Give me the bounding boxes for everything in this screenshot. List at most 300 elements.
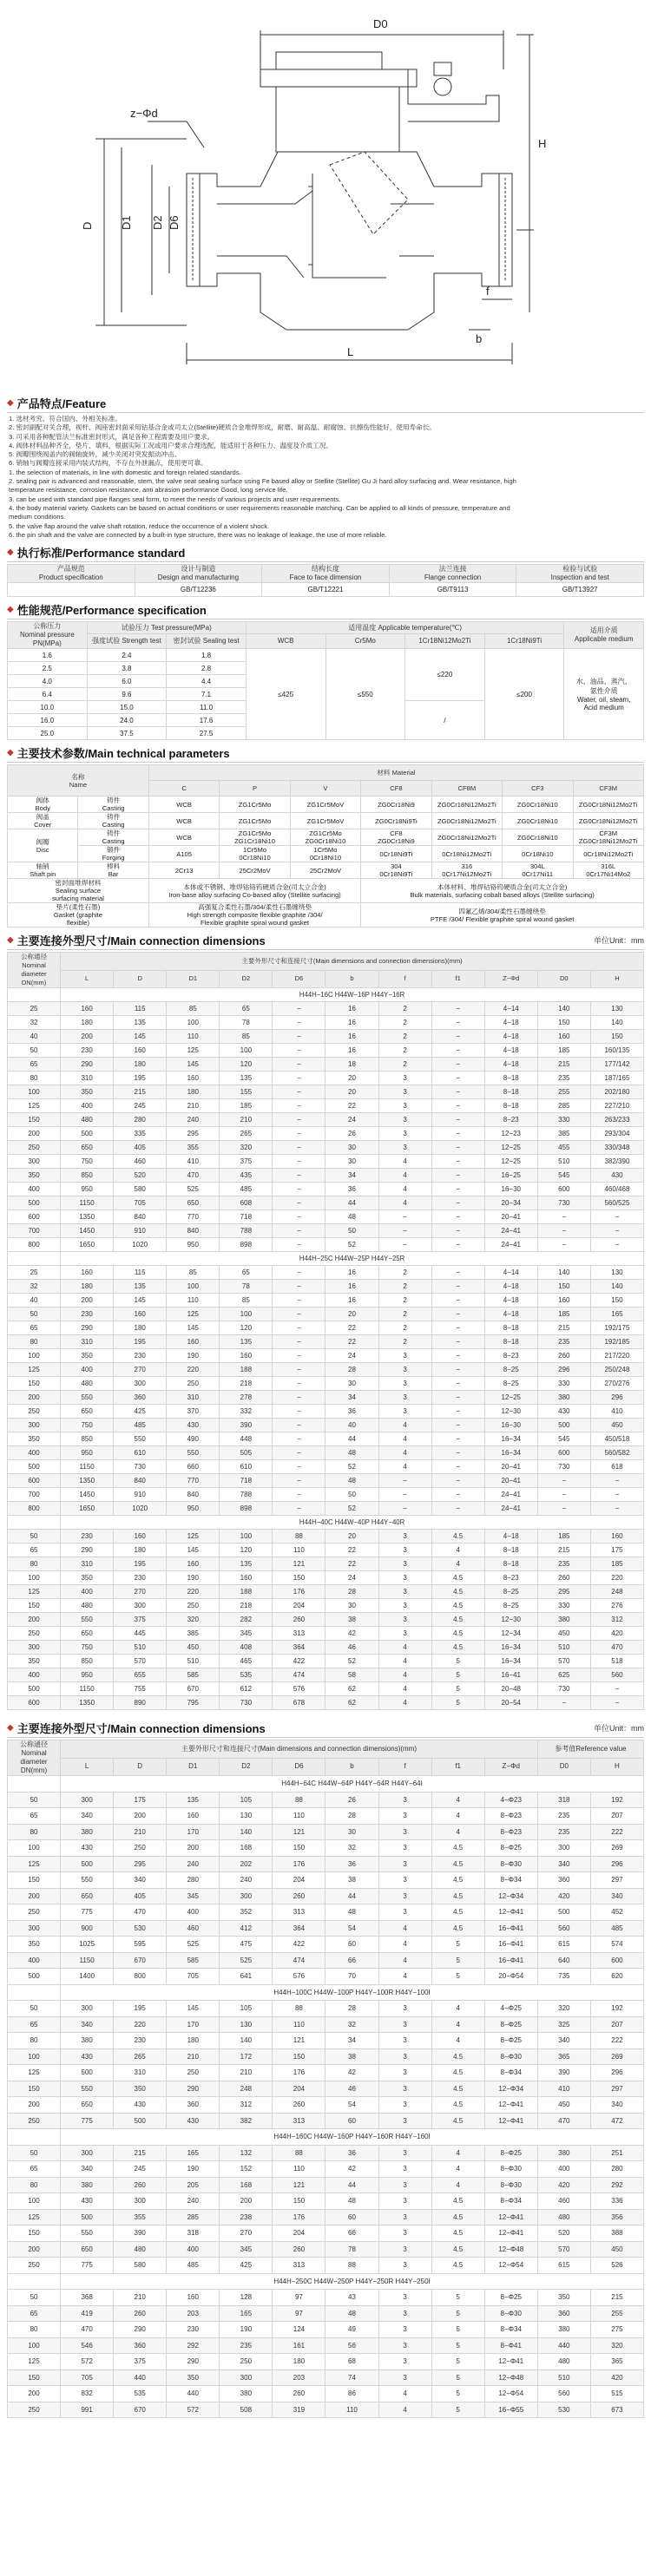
- dimension-cell: 4: [431, 1824, 484, 1840]
- dimension-row: [8, 1655, 644, 1668]
- dimension-cell: 24−41: [484, 1238, 537, 1252]
- dimension-cell: 385: [537, 1127, 590, 1141]
- performance-header-row: [8, 622, 644, 634]
- dimension-cell: 560: [590, 1668, 643, 1682]
- dimension-cell: 364: [273, 1641, 326, 1655]
- dimension-cell: 202/180: [590, 1085, 643, 1099]
- dimension-cell: 840: [167, 1488, 220, 1502]
- dimension-cell: 297: [590, 1872, 643, 1889]
- dimension-cell: 145: [114, 1294, 167, 1308]
- dimension-cell: 1150: [61, 1460, 114, 1474]
- dimension-cell: 49: [326, 2322, 378, 2338]
- temperature-mo2ti-na: /: [405, 701, 485, 740]
- material-cell: 304 0Cr18Ni9Ti: [361, 862, 431, 879]
- dimension-column-header: H: [590, 970, 643, 988]
- part-form: 铸件 Casting: [78, 813, 148, 829]
- material-cell: ZG0Cr18Ni12Mo2Ti: [431, 796, 502, 813]
- dimension-cell: 313: [273, 1627, 326, 1641]
- dimension-cell: 2: [378, 1280, 431, 1294]
- dimension-cell: 355: [114, 2209, 167, 2225]
- dimension-cell: −: [273, 1266, 326, 1280]
- dimension-cell: 3: [378, 1391, 431, 1405]
- dimension-row: [8, 2225, 644, 2242]
- material-cell: 316L 0Cr17Ni14Mo2: [573, 862, 644, 879]
- dimension-cell: 3: [378, 2209, 431, 2225]
- dimension-cell: 320: [220, 1141, 273, 1155]
- dimension-cell: 192/185: [590, 1335, 643, 1349]
- dimension-cell: 42: [326, 2065, 378, 2081]
- dimension-cell: 250: [114, 1840, 167, 1857]
- dimension-row: [8, 1840, 644, 1857]
- dimension-cell: 86: [326, 2386, 378, 2402]
- dimension-cell: 4: [378, 1641, 431, 1655]
- performance-cell: 37.5: [87, 727, 167, 740]
- dimension-cell: 20−41: [484, 1474, 537, 1488]
- dimension-cell: 210: [114, 1824, 167, 1840]
- dimension-cell: 600: [537, 1446, 590, 1460]
- dimension-cell: 705: [61, 2370, 114, 2386]
- dimension-cell: 3: [378, 2370, 431, 2386]
- dimension-cell: 570: [537, 2241, 590, 2258]
- dimension-cell: 4.5: [431, 2258, 484, 2274]
- dimension-cell: 52: [326, 1238, 378, 1252]
- dimension-cell: 572: [167, 2402, 220, 2418]
- dimension-cell: −: [273, 1349, 326, 1363]
- dimension-cell: 336: [590, 2193, 643, 2210]
- dimension-cell: 220: [167, 1363, 220, 1377]
- dimension-cell: −: [431, 1030, 484, 1044]
- dimension-row: [8, 1668, 644, 1682]
- dimension-cell: −: [273, 1224, 326, 1238]
- dimension-cell: 16−34: [484, 1446, 537, 1460]
- dimension-cell: 850: [61, 1169, 114, 1183]
- dimension-cell: 145: [167, 1544, 220, 1557]
- dimension-row: [8, 1432, 644, 1446]
- feature-line-en: 1. the selection of materials, in line with domestic and foreign related standards.: [9, 468, 241, 476]
- dimension-cell: 640: [537, 1952, 590, 1969]
- dimension-cell: 8−25: [484, 1599, 537, 1613]
- dimension-cell: 650: [167, 1196, 220, 1210]
- material-temperature-header: 1Cr18Ni12Mo2Ti: [405, 634, 485, 649]
- dimension-cell: 88: [273, 1530, 326, 1544]
- dimension-cell: 4−18: [484, 1058, 537, 1072]
- dimension-column-header: f1: [431, 970, 484, 988]
- dimension-cell: 5: [431, 2402, 484, 2418]
- dimension-row: [8, 1824, 644, 1840]
- dimension-cell: 615: [537, 2258, 590, 2274]
- feature-line-en: 6. the pin shaft and the valve are connected by a built-in type structure, there was no leakage of leakage, the use of more reliable.: [9, 530, 387, 539]
- dimension-cell: 560: [537, 2386, 590, 2402]
- dimension-cell: 295: [167, 1127, 220, 1141]
- dimension-cell: 160: [167, 1335, 220, 1349]
- dimension-cell: 230: [114, 1349, 167, 1363]
- dimension-cell: 4.5: [431, 2048, 484, 2065]
- dimension-cell: 204: [273, 1872, 326, 1889]
- dimension-cell: 425: [114, 1405, 167, 1419]
- dimension-cell: 4: [431, 2161, 484, 2178]
- dimension-cell: 775: [61, 2113, 114, 2129]
- dimension-cell: 526: [590, 2258, 643, 2274]
- dimension-cell: 8−25: [484, 1377, 537, 1391]
- dimension-cell: 3: [378, 1127, 431, 1141]
- dimension-cell: 195: [114, 1335, 167, 1349]
- sealing-test-header: 密封试验 Sealing test: [167, 634, 247, 649]
- dimension-group-header: 主要外形尺寸和连接尺寸(Main dimensions and connection dimensions)(mm): [61, 1740, 538, 1759]
- dimension-cell: 177/142: [590, 1058, 643, 1072]
- dimension-cell: 38: [326, 1872, 378, 1889]
- feature-list: [9, 415, 642, 540]
- dimension-cell: 4: [378, 1460, 431, 1474]
- dimension-cell: 312: [590, 1613, 643, 1627]
- dimension-cell: 125: [8, 1363, 61, 1377]
- dimension-cell: 8−Φ30: [484, 2305, 537, 2322]
- dimension-cell: 350: [537, 2290, 590, 2306]
- dimension-cell: 20: [326, 1308, 378, 1321]
- dimension-cell: 450: [590, 2241, 643, 2258]
- dimension-cell: 840: [167, 1224, 220, 1238]
- dimension-row: [8, 2354, 644, 2370]
- dimension-cell: 4.5: [431, 1904, 484, 1921]
- dimension-cell: 485: [114, 1419, 167, 1432]
- dimension-cell: 480: [114, 2241, 167, 2258]
- dimension-row: [8, 1224, 644, 1238]
- part-form: 棒料 Bar: [78, 862, 148, 879]
- material-cell: 0Cr18Ni12Mo2Ti: [573, 846, 644, 862]
- dimension-cell: 135: [167, 1792, 220, 1808]
- dimension-cell: 3: [378, 1377, 431, 1391]
- dimension-cell: 390: [537, 2065, 590, 2081]
- feature-line-en: 2. sealing pair is advanced and reasonable, stem, the valve seat sealing surface using Fe based alloy or Stellite (Stellite) Gu Ji hard alloy surfacing and. Wear resistance, high: [9, 477, 516, 486]
- dimension-cell: 248: [220, 2081, 273, 2097]
- dimension-cell: 3: [378, 1544, 431, 1557]
- dimension-cell: 530: [537, 2402, 590, 2418]
- dimension-cell: 4.5: [431, 1530, 484, 1544]
- dimension-column-header: D2: [220, 970, 273, 988]
- dimension-row: [8, 1072, 644, 1085]
- unit-label-1: 单位Unit：mm: [594, 936, 644, 946]
- dimension-header-row: [8, 1758, 644, 1776]
- model-subheader-row: [8, 1252, 644, 1266]
- dimension-cell: 350: [61, 1571, 114, 1585]
- dimension-row: [8, 1058, 644, 1072]
- dimension-cell: 88: [273, 2145, 326, 2161]
- dimension-cell: 20−41: [484, 1210, 537, 1224]
- part-form: 铸件 Casting: [78, 796, 148, 813]
- dimension-cell: 1650: [61, 1502, 114, 1516]
- dimension-cell: 62: [326, 1682, 378, 1696]
- dimension-cell: 230: [61, 1308, 114, 1321]
- dimension-cell: −: [431, 1460, 484, 1474]
- dimension-cell: 380: [220, 2386, 273, 2402]
- dimension-cell: 4: [378, 2402, 431, 2418]
- dimension-cell: 3: [378, 2258, 431, 2274]
- dimension-cell: 4.5: [431, 1599, 484, 1613]
- dimension-cell: 62: [326, 1696, 378, 1710]
- performance-cell: 2.4: [87, 649, 167, 662]
- label-f: f: [486, 285, 490, 298]
- dimension-cell: 25: [8, 1266, 61, 1280]
- dimension-cell: −: [537, 1502, 590, 1516]
- performance-header-row: [8, 634, 644, 649]
- dimension-cell: 4−18: [484, 1530, 537, 1544]
- dimension-cell: 12−Φ41: [484, 1904, 537, 1921]
- dimension-section-header-2: [7, 1719, 644, 1738]
- dimension-cell: 405: [114, 1141, 167, 1155]
- dimension-cell: 16−Φ41: [484, 1920, 537, 1937]
- dimension-cell: 3: [378, 2048, 431, 2065]
- dimension-row: [8, 1280, 644, 1294]
- material-temperature-header: WCB: [246, 634, 326, 649]
- dimension-cell: 125: [8, 1585, 61, 1599]
- dimension-cell: 8−Φ34: [484, 1872, 537, 1889]
- part-name: 垫片(柔性石墨) Gasket (graphite flexible): [8, 903, 149, 927]
- dimension-cell: 1025: [61, 1937, 114, 1953]
- dimension-cell: 200: [8, 2241, 61, 2258]
- dimension-cell: 750: [61, 1641, 114, 1655]
- feature-section-header: [7, 394, 644, 413]
- dimension-cell: −: [590, 1224, 643, 1238]
- dimension-cell: 510: [537, 1155, 590, 1169]
- dimension-cell: 950: [167, 1238, 220, 1252]
- dimension-cell: 38: [326, 2048, 378, 2065]
- dimension-cell: 320: [590, 2337, 643, 2354]
- dimension-cell: 295: [114, 1856, 167, 1872]
- model-subheader: H44H−100C H44W−100P H44Y−100R H44Y−100I: [61, 1984, 644, 2001]
- dimension-cell: 650: [61, 2241, 114, 2258]
- dimension-cell: 380: [61, 2033, 114, 2049]
- dimension-cell: 165: [590, 1308, 643, 1321]
- dimension-cell: 32: [326, 2016, 378, 2033]
- dimension-cell: 12−Φ41: [484, 2113, 537, 2129]
- dimension-cell: 192: [590, 2001, 643, 2017]
- dimension-cell: 615: [537, 1937, 590, 1953]
- dimension-cell: 950: [61, 1183, 114, 1196]
- dimension-cell: 4.5: [431, 2193, 484, 2210]
- dimension-cell: 20−41: [484, 1460, 537, 1474]
- dimension-cell: 160: [167, 1557, 220, 1571]
- dimension-cell: 5: [431, 2386, 484, 2402]
- dimension-cell: 460: [114, 1155, 167, 1169]
- dimension-cell: 282: [220, 1613, 273, 1627]
- dimension-cell: 296: [537, 1363, 590, 1377]
- dimension-row: [8, 1571, 644, 1585]
- section-marker-icon: ◆: [7, 935, 14, 946]
- dimension-cell: 200: [220, 2193, 273, 2210]
- dimension-cell: 235: [537, 1335, 590, 1349]
- dimension-row: [8, 1349, 644, 1363]
- dimension-cell: 16−30: [484, 1419, 537, 1432]
- material-title: 主要技术参数/Main technical parameters: [16, 747, 230, 761]
- dimension-cell: 4.5: [431, 1641, 484, 1655]
- dimension-cell: 74: [326, 2370, 378, 2386]
- dimension-cell: 175: [114, 1792, 167, 1808]
- dimension-cell: 190: [167, 1571, 220, 1585]
- dimension-row: [8, 1696, 644, 1710]
- material-cell: ZG0Cr18Ni10: [503, 796, 573, 813]
- dimension-cell: 382: [220, 2113, 273, 2129]
- dimension-cell: 290: [61, 1321, 114, 1335]
- dimension-cell: 16: [326, 1280, 378, 1294]
- dimension-cell: 260: [273, 2097, 326, 2114]
- dimension-cell: 290: [167, 2354, 220, 2370]
- dimension-cell: 270/276: [590, 1377, 643, 1391]
- dimension-cell: 16−41: [484, 1668, 537, 1682]
- dimension-cell: 3: [378, 2241, 431, 2258]
- dimension-cell: 4−18: [484, 1294, 537, 1308]
- dimension-cell: 290: [61, 1544, 114, 1557]
- dimension-cell: 85: [167, 1266, 220, 1280]
- dimension-row: [8, 1363, 644, 1377]
- dimension-cell: 97: [273, 2305, 326, 2322]
- dimension-row: [8, 2048, 644, 2065]
- dimension-cell: 420: [590, 2370, 643, 2386]
- dimension-cell: 4−18: [484, 1044, 537, 1058]
- dimension-cell: 352: [220, 1904, 273, 1921]
- material-row: [8, 903, 644, 927]
- dimension-cell: 3: [378, 1888, 431, 1904]
- dimension-cell: 16−Φ41: [484, 1937, 537, 1953]
- dimension-cell: −: [431, 1419, 484, 1432]
- dimension-cell: 510: [537, 1641, 590, 1655]
- dimension-cell: 12−23: [484, 1127, 537, 1141]
- dimension-cell: 44: [326, 2177, 378, 2193]
- dimension-cell: 470: [590, 1641, 643, 1655]
- dimension-cell: 12−30: [484, 1613, 537, 1627]
- dimension-cell: 248: [590, 1585, 643, 1599]
- dimension-cell: 420: [590, 1627, 643, 1641]
- dimension-cell: 3: [378, 1530, 431, 1544]
- dimension-cell: 365: [537, 2048, 590, 2065]
- dimension-cell: 2: [378, 1044, 431, 1058]
- dimension-cell: 650: [61, 1627, 114, 1641]
- dimension-cell: 2: [378, 1335, 431, 1349]
- performance-cell: 1.8: [167, 649, 247, 662]
- dimension-row: [8, 1016, 644, 1030]
- dimension-cell: 180: [114, 1544, 167, 1557]
- dimension-cell: 470: [167, 1169, 220, 1183]
- material-grade-header: C: [148, 781, 219, 796]
- dimension-cell: 18: [326, 1058, 378, 1072]
- dimension-cell: 850: [61, 1432, 114, 1446]
- dimension-cell: 340: [537, 2033, 590, 2049]
- dimension-cell: 310: [167, 1391, 220, 1405]
- dimension-cell: 8−Φ25: [484, 2016, 537, 2033]
- label-d1: D1: [120, 215, 133, 230]
- dimension-cell: 4−18: [484, 1280, 537, 1294]
- dimension-cell: 650: [61, 1405, 114, 1419]
- dimension-cell: 375: [114, 2354, 167, 2370]
- dimension-row: [8, 1002, 644, 1016]
- dimension-cell: 735: [537, 1969, 590, 1985]
- dimension-cell: 3: [378, 1141, 431, 1155]
- dimension-cell: 8−Φ23: [484, 1824, 537, 1840]
- dimension-cell: −: [431, 1432, 484, 1446]
- dimension-column-header: f1: [431, 1758, 484, 1776]
- dimension-cell: 280: [590, 2161, 643, 2178]
- dimension-cell: 8−Φ25: [484, 2290, 537, 2306]
- dimension-cell: 40: [8, 1294, 61, 1308]
- dimension-cell: 8−Φ34: [484, 2065, 537, 2081]
- dimension-cell: 4.5: [431, 2113, 484, 2129]
- dimension-cell: 207: [590, 2016, 643, 2033]
- dimension-cell: 16−34: [484, 1641, 537, 1655]
- dimension-cell: 200: [8, 1613, 61, 1627]
- dimension-cell: 80: [8, 1824, 61, 1840]
- dimension-cell: 2: [378, 1016, 431, 1030]
- dimension-cell: 50: [8, 1530, 61, 1544]
- dimension-cell: 65: [220, 1002, 273, 1016]
- dimension-cell: 3: [378, 2113, 431, 2129]
- dimension-cell: 250: [167, 1599, 220, 1613]
- dimension-cell: 46: [326, 1641, 378, 1655]
- dimension-cell: 269: [590, 1840, 643, 1857]
- dimension-cell: 176: [273, 1856, 326, 1872]
- dimension-cell: 480: [537, 2209, 590, 2225]
- dimension-cell: 8−Φ25: [484, 2145, 537, 2161]
- name-header: 名称 Name: [8, 765, 149, 796]
- dimension-row: [8, 1099, 644, 1113]
- dimension-cell: −: [431, 1238, 484, 1252]
- dimension-cell: 250: [8, 2113, 61, 2129]
- dimension-cell: 910: [114, 1224, 167, 1238]
- feature-line-en: 3. can be used with standard pipe flanges seal form, to meet the needs of various projects and user requirements.: [9, 495, 341, 503]
- dimension-cell: 28: [326, 1808, 378, 1825]
- dimension-cell: 670: [167, 1682, 220, 1696]
- dimension-cell: 12−Φ54: [484, 2386, 537, 2402]
- dimension-cell: 700: [8, 1224, 61, 1238]
- dimension-cell: 319: [273, 2402, 326, 2418]
- model-subheader-row: [8, 1984, 644, 2001]
- dimension-cell: 215: [114, 2145, 167, 2161]
- dimension-cell: −: [273, 1238, 326, 1252]
- dimension-cell: 475: [220, 1937, 273, 1953]
- dimension-cell: 150: [273, 1571, 326, 1585]
- dimension-cell: 250: [167, 1377, 220, 1391]
- dimension-cell: 85: [167, 1002, 220, 1016]
- dimension-row: [8, 1856, 644, 1872]
- dimension-row: [8, 2065, 644, 2081]
- dimension-cell: −: [537, 1474, 590, 1488]
- dimension-cell: 641: [220, 1969, 273, 1985]
- dimension-cell: 440: [537, 2337, 590, 2354]
- dimension-cell: 230: [114, 2033, 167, 2049]
- dimension-row: [8, 1030, 644, 1044]
- dimension-row: [8, 1183, 644, 1196]
- standard-header-cell: 结构长度 Face to face dimension: [262, 565, 390, 583]
- dimension-cell: 187/165: [590, 1072, 643, 1085]
- dimension-cell: 4: [378, 1937, 431, 1953]
- dimension-cell: 425: [220, 2258, 273, 2274]
- dimension-cell: 455: [537, 1141, 590, 1155]
- dimension-row: [8, 1321, 644, 1335]
- dimension-cell: 775: [61, 2258, 114, 2274]
- dimension-cell: 795: [167, 1696, 220, 1710]
- material-cell: WCB: [148, 813, 219, 829]
- dimension-cell: −: [273, 1502, 326, 1516]
- dimension-cell: −: [431, 1072, 484, 1085]
- dimension-cell: 36: [326, 2145, 378, 2161]
- dimension-cell: 650: [61, 1888, 114, 1904]
- dimension-cell: 12−25: [484, 1141, 537, 1155]
- dimension-cell: 950: [167, 1502, 220, 1516]
- dimension-cell: 70: [326, 1969, 378, 1985]
- dimension-cell: −: [431, 1085, 484, 1099]
- dimension-cell: 250: [8, 2258, 61, 2274]
- dimension-row: [8, 1969, 644, 1985]
- dimension-cell: 505: [220, 1446, 273, 1460]
- dimension-row: [8, 2081, 644, 2097]
- part-name: 阀瓣 Disc: [8, 829, 78, 862]
